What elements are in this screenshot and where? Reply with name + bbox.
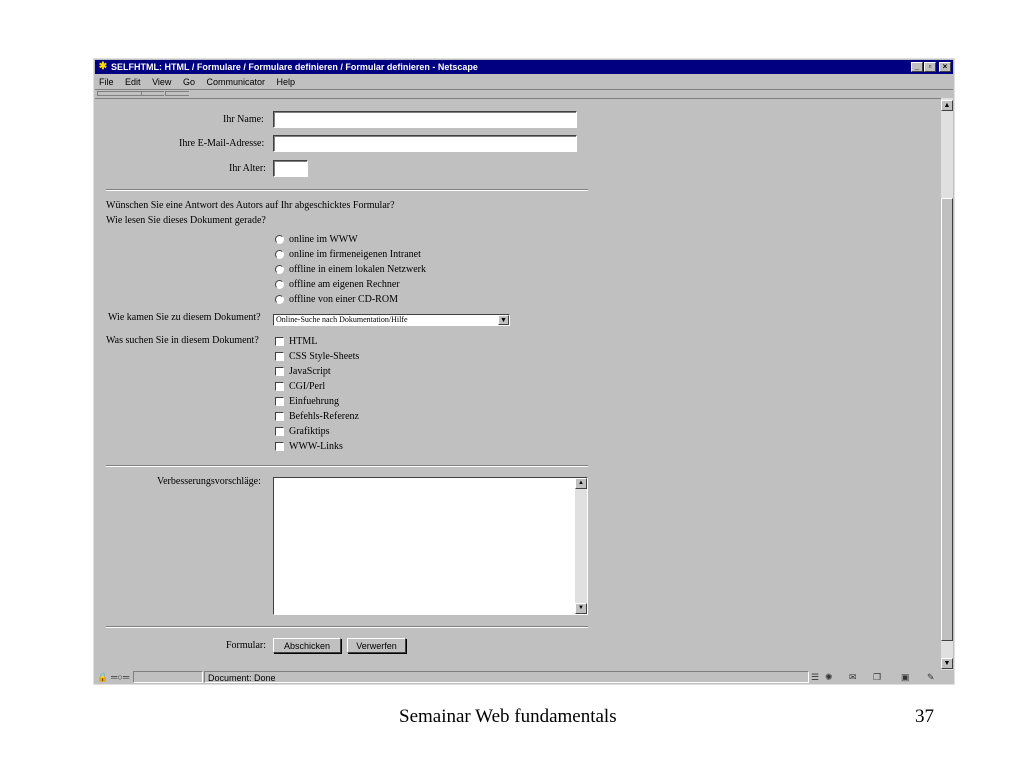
scroll-thumb[interactable] [941,198,953,641]
scroll-up-icon[interactable]: ▲ [575,478,587,489]
radio-label: offline in einem lokalen Netzwerk [289,264,426,275]
checkbox-label: Einfuehrung [289,396,339,407]
menu-view[interactable]: View [152,77,172,87]
menu-edit[interactable]: Edit [125,77,141,87]
toolbar-grip-location[interactable] [141,91,164,96]
reset-button[interactable]: Verwerfen [347,638,406,653]
pen-icon[interactable]: ✎ [927,672,935,682]
minimize-button[interactable]: _ [911,62,923,72]
how-select[interactable] [273,314,510,326]
toolbar-grip-navigation[interactable] [97,91,142,96]
radio-label: offline von einer CD-ROM [289,294,398,305]
maximize-button[interactable]: ▫ [924,62,936,72]
checkbox-label: WWW-Links [289,441,343,452]
checkbox-label: CSS Style-Sheets [289,351,360,362]
netscape-app-icon: ✱ [98,61,108,72]
slide-footer-title: Semainar Web fundamentals [399,706,617,727]
toolbar-grip-personal[interactable] [165,91,189,96]
checkbox-html[interactable] [275,337,284,346]
menu-file[interactable]: File [99,77,114,87]
scroll-down-icon[interactable]: ▼ [941,658,953,669]
age-label: Ihr Alter: [229,163,266,174]
submit-button[interactable]: Abschicken [273,638,341,653]
divider [106,626,588,628]
email-input[interactable] [273,135,577,152]
divider [106,465,588,467]
dropdown-arrow-icon[interactable]: ▼ [498,315,509,325]
page-scrollbar[interactable] [941,98,953,670]
answer-question: Wünschen Sie eine Antwort des Autors auf Ihr abgeschicktes Formular? [106,200,395,211]
name-label: Ihr Name: [223,114,264,125]
suggestions-label: Verbesserungsvorschläge: [157,476,261,487]
slide-page-number: 37 [915,706,934,727]
radio-offline-computer[interactable] [275,280,284,289]
window-title: SELFHTML: HTML / Formulare / Formulare definieren / Formular definieren - Netscape [111,62,478,72]
checkbox-label: JavaScript [289,366,331,377]
checkbox-grafiktips[interactable] [275,427,284,436]
email-label: Ihre E-Mail-Adresse: [179,138,265,149]
menu-bar [95,75,953,89]
scroll-up-icon[interactable]: ▲ [941,100,953,111]
suggestions-textarea[interactable] [273,477,588,615]
age-input[interactable] [273,160,308,177]
menu-go[interactable]: Go [182,77,195,87]
how-label: Wie kamen Sie zu diesem Dokument? [108,312,261,323]
checkbox-label: Befehls-Referenz [289,411,359,422]
checkbox-javascript[interactable] [275,367,284,376]
discussion-icon[interactable]: ❐ [873,672,882,682]
radio-label: offline am eigenen Rechner [289,279,400,290]
radio-label: online im firmeneigenen Intranet [289,249,421,260]
radio-online-intranet[interactable] [275,250,284,259]
composer-icon[interactable]: ▣ [901,672,910,682]
checkbox-www-links[interactable] [275,442,284,451]
checkbox-cgi-perl[interactable] [275,382,284,391]
textarea-scrollbar[interactable] [575,478,587,614]
checkbox-einfuehrung[interactable] [275,397,284,406]
connection-icon: ═○═ [111,672,130,682]
title-bar [95,60,953,74]
status-bar [95,671,953,684]
checkbox-label: Grafiktips [289,426,330,437]
divider [106,189,588,191]
scroll-down-icon[interactable]: ▼ [575,603,587,614]
mail-icon[interactable]: ✉ [849,672,857,682]
radio-online-www[interactable] [275,235,284,244]
progress-cell [133,671,203,683]
radio-offline-cdrom[interactable] [275,295,284,304]
checkbox-befehls-referenz[interactable] [275,412,284,421]
radio-label: online im WWW [289,234,358,245]
browser-window [93,58,955,685]
name-input[interactable] [273,111,577,128]
reading-question: Wie lesen Sie dieses Dokument gerade? [106,215,266,226]
form-label: Formular: [226,640,266,651]
menu-help[interactable]: Help [276,77,296,87]
security-lock-icon[interactable]: 🔒 [97,672,109,682]
page-content [95,98,941,670]
checkbox-css[interactable] [275,352,284,361]
how-select-value: Online-Suche nach Dokumentation/Hilfe [276,315,408,324]
status-text: Document: Done [204,671,809,683]
radio-offline-network[interactable] [275,265,284,274]
checkbox-label: CGI/Perl [289,381,326,392]
menu-communicator[interactable]: Communicator [206,77,265,87]
navigator-icon[interactable]: ✺ [825,672,833,682]
close-button[interactable]: × [939,62,951,72]
search-label: Was suchen Sie in diesem Dokument? [106,335,259,346]
checkbox-label: HTML [289,336,318,347]
component-bar-icon[interactable]: ☰ [811,672,820,682]
